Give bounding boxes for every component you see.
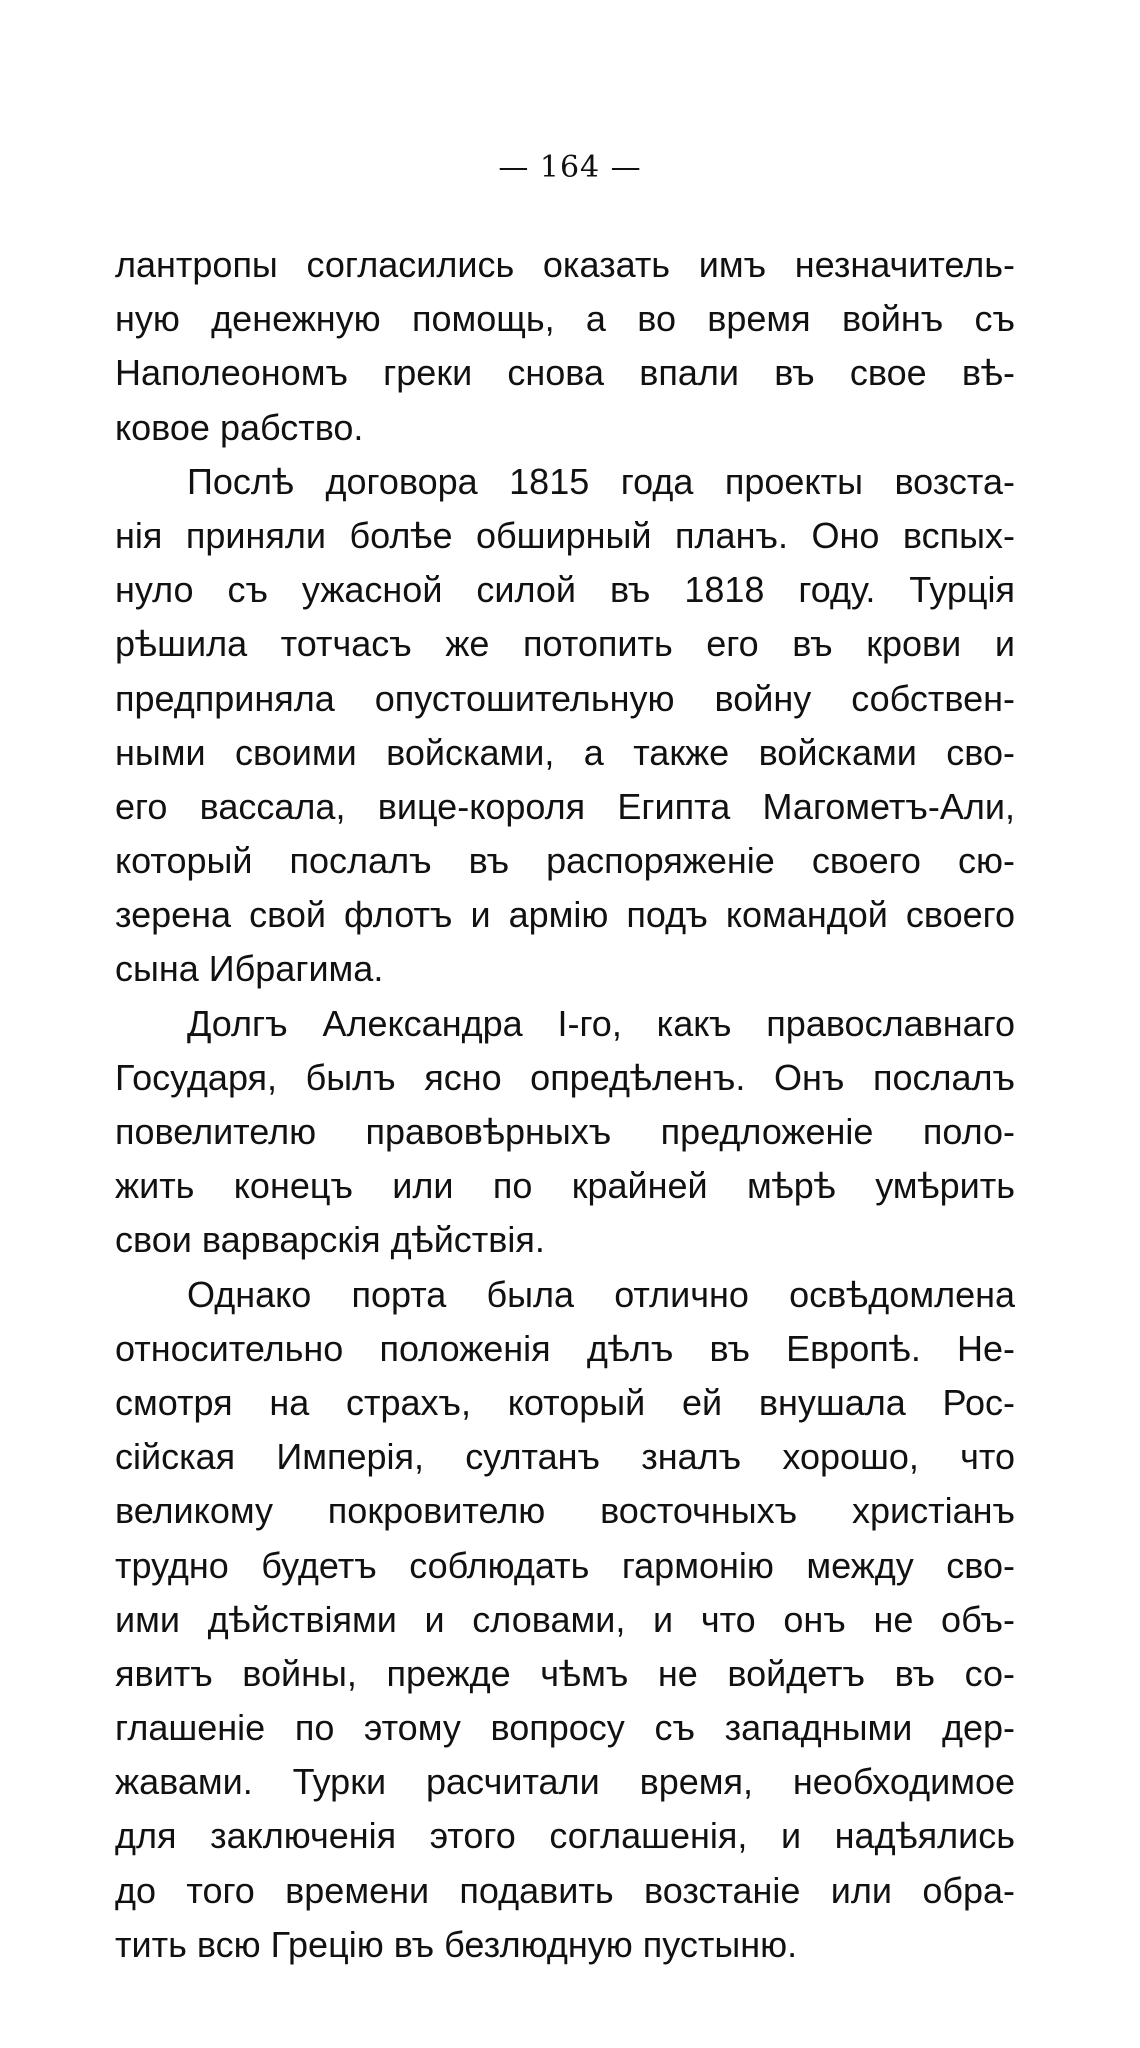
text-line: смотря на страхъ, который ей внушала Рос- bbox=[115, 1381, 1015, 1423]
text-line: трудно будетъ соблюдать гармонію между сво- bbox=[115, 1544, 1015, 1586]
text-line: Наполеономъ греки снова впали въ свое вѣ- bbox=[115, 352, 1015, 394]
text-line: зерена свой флотъ и армію подъ командой своего bbox=[115, 894, 1015, 936]
text-line: явитъ войны, прежде чѣмъ не войдетъ въ со- bbox=[115, 1652, 1015, 1694]
paragraph-4 bbox=[115, 1268, 1015, 1972]
paragraph-1 bbox=[115, 238, 1015, 455]
text-line: до того времени подавить возстаніе или обра- bbox=[115, 1869, 1015, 1911]
text-line: глашеніе по этому вопросу съ западными дер- bbox=[115, 1707, 1015, 1749]
text-line: нуло съ ужасной силой въ 1818 году. Турція bbox=[115, 569, 1015, 611]
text-line: ими дѣйствіями и словами, и что онъ не объ- bbox=[115, 1598, 1015, 1640]
text-line: великому покровителю восточныхъ христіанъ bbox=[115, 1490, 1015, 1532]
paragraph-3 bbox=[115, 997, 1015, 1268]
page-number: — 164 — bbox=[498, 150, 642, 185]
text-line: Долгъ Александра I-го, какъ православнаго bbox=[187, 1002, 1015, 1044]
text-line: который послалъ въ распоряженіе своего сю- bbox=[115, 840, 1015, 882]
text-line: нія приняли болѣе обширный планъ. Оно вспых- bbox=[115, 514, 1015, 556]
text-line: сына Ибрагима. bbox=[115, 948, 384, 990]
text-line: его вассала, вице-короля Египта Магометъ-Али, bbox=[115, 785, 1015, 827]
text-line: повелителю правовѣрныхъ предложеніе поло- bbox=[115, 1111, 1015, 1152]
text-line: ными своими войсками, а также войсками сво- bbox=[115, 731, 1015, 773]
text-line: жавами. Турки расчитали время, необходимое bbox=[115, 1761, 1015, 1803]
text-line: рѣшила тотчасъ же потопить его въ крови и bbox=[115, 623, 1015, 665]
text-line: Однако порта была отлично освѣдомлена bbox=[187, 1273, 1015, 1315]
text-line: сійская Имперія, султанъ зналъ хорошо, что bbox=[115, 1436, 1015, 1478]
text-line: ковое рабство. bbox=[115, 406, 364, 448]
text-line: жить конецъ или по крайней мѣрѣ умѣрить bbox=[115, 1165, 1015, 1207]
text-line: для заключенія этого соглашенія, и надѣялись bbox=[115, 1815, 1015, 1857]
text-line: относительно положенія дѣлъ въ Европѣ. Не- bbox=[115, 1327, 1015, 1369]
text-line: лантропы согласились оказать имъ незначитель- bbox=[115, 244, 1015, 285]
paragraph-2 bbox=[115, 455, 1015, 997]
body-text bbox=[115, 238, 1015, 1972]
text-line: Государя, былъ ясно опредѣленъ. Онъ послалъ bbox=[115, 1056, 1015, 1098]
text-line: предприняла опустошительную войну собствен- bbox=[115, 677, 1015, 719]
text-line: Послѣ договора 1815 года проекты возста- bbox=[187, 460, 1015, 502]
text-line: тить всю Грецію въ безлюдную пустыню. bbox=[115, 1923, 798, 1965]
text-line: свои варварскія дѣйствія. bbox=[115, 1219, 545, 1261]
text-line: ную денежную помощь, а во время войнъ съ bbox=[115, 298, 1015, 340]
